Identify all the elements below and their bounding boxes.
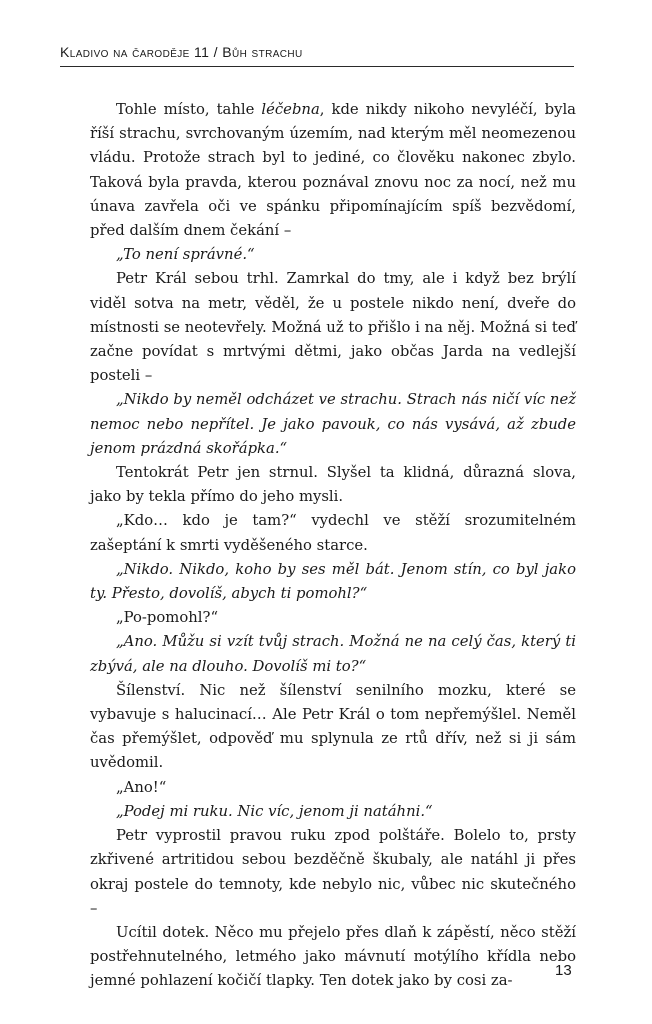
paragraph-14: Ucítil dotek. Něco mu přejelo přes dlaň k zápěstí, něco stěží postřehnutelného, letmého jako mávnutí motýlího křídla nebo jemné pohlazení kočičí tlapky. Ten dotek jako by cosi za- bbox=[90, 923, 576, 990]
running-header: Kladivo na čaroděje 11 / Bůh strachu bbox=[60, 44, 303, 60]
paragraph-12: „Podej mi ruku. Nic víc, jenom ji natáhni.“ bbox=[116, 802, 433, 820]
page-body bbox=[90, 98, 576, 994]
paragraph-10: Šílenství. Nic než šílenství senilního mozku, které se vybavuje s halucinací… Ale Petr Král o tom nepřemýšlel. Neměl čas přemýšlet, odpověď mu splynula ze rtů dřív, než si ji sám uvědomil. bbox=[90, 681, 576, 772]
paragraph-11: „Ano!“ bbox=[116, 778, 167, 796]
paragraph-4: „Nikdo by neměl odcházet ve strachu. Strach nás ničí víc než nemoc nebo nepřítel. Je jako pavouk, co nás vysává, až zbude jenom prázdná skořápka.“ bbox=[90, 391, 576, 457]
emphasis-lecebna: léčebna bbox=[261, 101, 320, 118]
paragraph-5: Tentokrát Petr jen strnul. Slyšel ta klidná, důrazná slova, jako by tekla přímo do jeho mysli. bbox=[90, 464, 576, 506]
paragraph-3: Petr Král sebou trhl. Zamrkal do tmy, ale i když bez brýlí viděl sotva na metr, věděl, že u postele nikdo není, dveře do místnosti se neotevřely. Možná už to přišlo i na něj. Možná si teď začne povídat s mrtvými dětmi, jako občas Jarda na vedlejší posteli – bbox=[90, 270, 576, 385]
paragraph-13: Petr vyprostil pravou ruku zpod polštáře. Bolelo to, prsty zkřivené artritidou sebou bezděčně škubaly, ale natáhl ji přes okraj postele do temnoty, kde nebylo nic, vůbec nic skutečného – bbox=[90, 827, 576, 917]
page-number: 13 bbox=[555, 962, 572, 979]
paragraph-9: „Ano. Můžu si vzít tvůj strach. Možná ne na celý čas, který ti zbývá, ale na dlouho. Dovolíš mi to?“ bbox=[90, 633, 576, 675]
paragraph-2: „To není správné.“ bbox=[116, 246, 255, 264]
header-rule bbox=[60, 66, 574, 67]
paragraph-7: „Nikdo. Nikdo, koho by ses měl bát. Jenom stín, co byl jako ty. Přesto, dovolíš, abych ti pomohl?“ bbox=[90, 560, 576, 603]
paragraph-1: Tohle místo, tahle léčebna, kde nikdy nikoho nevyléčí, byla říší strachu, svrchovaným územím, nad kterým měl neomezenou vládu. Protože strach byl to jediné, co člověku nakonec zbylo. Taková byla pravda, kterou poznával znovu noc za nocí, než mu únava zavřela oči ve spánku připomínajícím spíš bezvědomí, před dalším dnem čekání – bbox=[90, 101, 576, 240]
paragraph-6: „Kdo… kdo je tam?“ vydechl ve stěží srozumitelném zašeptání k smrti vyděšeného starce. bbox=[90, 512, 576, 554]
paragraph-8: „Po-pomohl?“ bbox=[116, 609, 219, 627]
